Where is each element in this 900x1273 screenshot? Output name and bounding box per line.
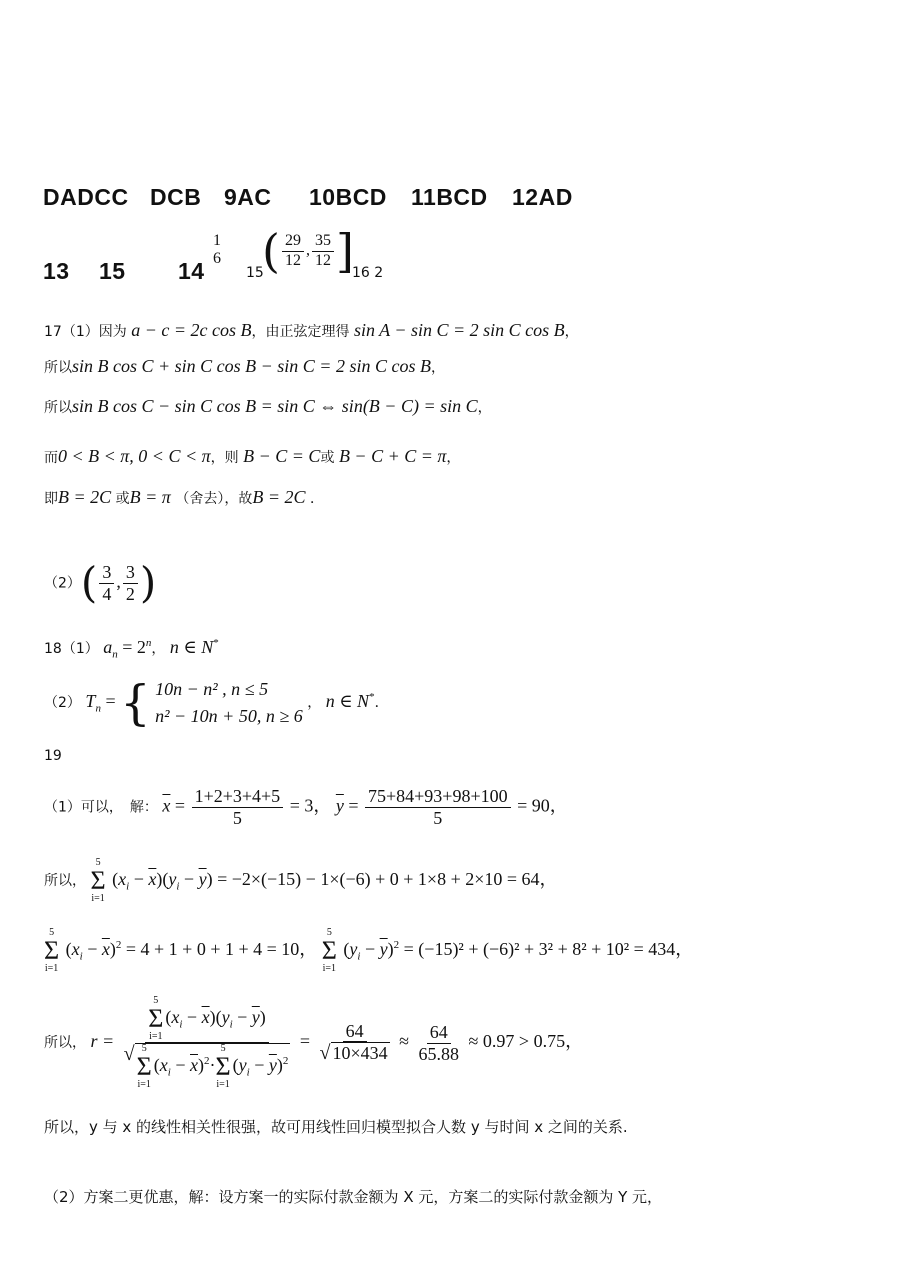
q17-part2: （2）( $\frac{3}{4}$ , $\frac{3}{2}$ ) bbox=[44, 558, 157, 608]
q17-line4: 而0 < B < π, 0 < C < π，则 B − C = C或 B − C + C = π， bbox=[44, 446, 461, 466]
answer-16: 16 2 bbox=[352, 265, 384, 281]
answer-11: 11BCD bbox=[411, 184, 488, 210]
q17-line1: 17（1）因为 a − c = 2c cos B，由正弦定理得 sin A − sin C = 2 sin C cos B， bbox=[44, 320, 579, 340]
answer-14-label: 14 bbox=[178, 258, 205, 284]
answer-10: 10BCD bbox=[309, 184, 387, 210]
answer-13-value: 15 bbox=[99, 258, 126, 284]
q19-var-sums: 5 Σ i=1 $(x_i - \overline{x})^2 = 4 + 1 + 0 + 1 + 4 = 10$， 5 Σ i=1 $(y_i - \overline{y})^2 = (-15)^2 + (-6)^2 + 3^2 + 8^2 + 10^2 = 434$， bbox=[44, 927, 694, 974]
q19-part2: （2）方案二更优惠，解：设方案一的实际付款金额为 X 元，方案二的实际付款金额为 Y 元， bbox=[44, 1188, 663, 1206]
q17-line3: 所以sin B cos C − sin C cos B = sin C ⇔ sin(B − C) = sin C， bbox=[44, 396, 492, 416]
answer-14-fraction: 1 6 bbox=[213, 232, 221, 268]
q19-means: （1）可以， 解： $\overline{x}$ = $\frac{1+2+3+4+5}{5}$ = 3， $\overline{y}$ = $\frac{75+84+93+98+100}{5}$ = 90， bbox=[44, 786, 568, 828]
answer-12: 12AD bbox=[512, 184, 573, 210]
q18-part1: 18（1） $a_n = 2^n$， n ∈ N* bbox=[44, 637, 219, 661]
q19-conclusion: 所以，y 与 x 的线性相关性很强，故可用线性回归模型拟合人数 y 与时间 x 之间的关系. bbox=[44, 1118, 628, 1136]
q17-line5: 即B = 2C 或B = π （舍去），故B = 2C ． bbox=[44, 487, 324, 507]
answer-15-interval: ( $\frac{29}{12}$ , $\frac{35}{12}$ ] bbox=[262, 224, 354, 278]
answer-9: 9AC bbox=[224, 184, 272, 210]
answer-13: 13 bbox=[43, 258, 70, 284]
answer-1-5: DADCC bbox=[43, 184, 129, 210]
answer-6-8: DCB bbox=[150, 184, 202, 210]
q17-line2: 所以sin B cos C + sin C cos B − sin C = 2 sin C cos B， bbox=[44, 356, 445, 376]
answer-15-label: 15 bbox=[246, 265, 264, 281]
q18-part2: （2） $T_n$ = { 10n − n² , n ≤ 5 n² − 10n + 50, n ≥ 6 ， n ∈ N*． bbox=[44, 675, 389, 731]
q19-corr-label: 所以， bbox=[44, 1035, 86, 1052]
q19-label: 19 bbox=[44, 748, 62, 764]
q19-correlation: 所以， r = 5 Σ i=1 $(x_i - \overline{x})(y_i - \overline{y})$ √ 5 Σ i=1 $(x_i - \overline{x})^2\cdot$ 5 Σ i=1 $(y_i - \overline{y})^2$ = 64 √ 10×434 ≈ $\frac{64}{65.88}$ ≈ 0.97 > 0.75， bbox=[44, 995, 584, 1090]
q19-cov-sum: 所以， 5 Σ i=1 $(x_i - \overline{x})(y_i - \overline{y}) = -2\times(-15) - 1\times(-6) + 0 + 1\times 8 + 2\times 10 = 64$， bbox=[44, 857, 558, 904]
